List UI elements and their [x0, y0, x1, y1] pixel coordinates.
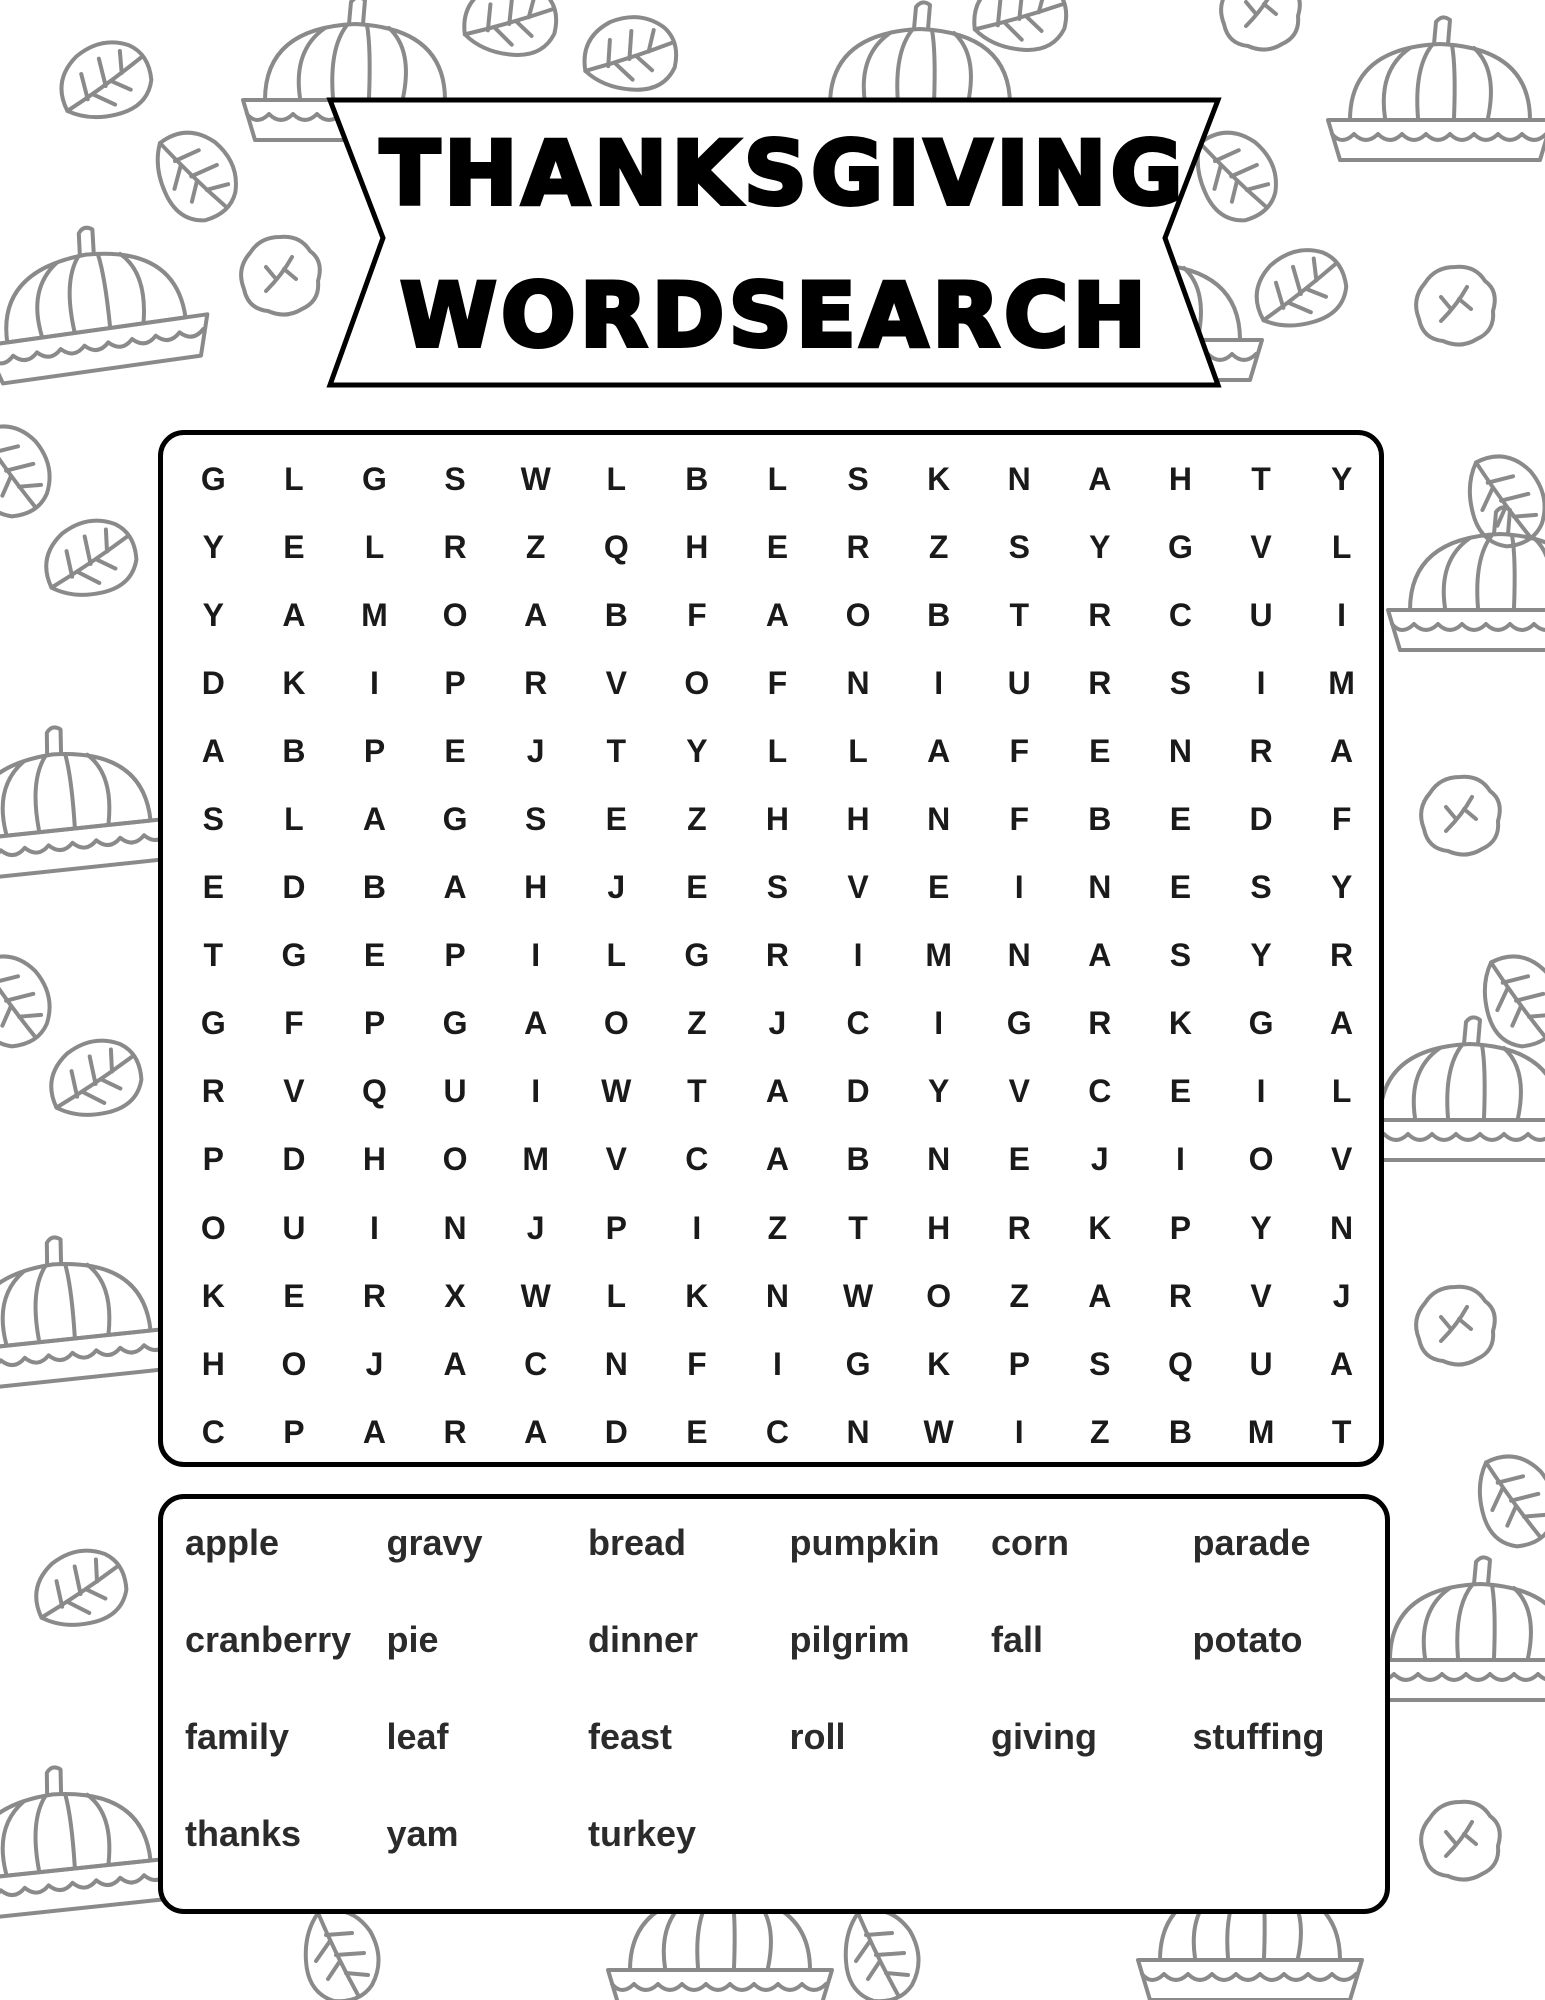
grid-letter[interactable]: H: [846, 801, 870, 838]
grid-letter[interactable]: F: [687, 1345, 707, 1382]
grid-letter[interactable]: I: [531, 1073, 541, 1110]
grid-letter[interactable]: I: [1256, 1073, 1266, 1110]
grid-letter[interactable]: Z: [928, 528, 949, 565]
grid-letter[interactable]: L: [364, 528, 385, 565]
grid-letter[interactable]: R: [1330, 937, 1354, 974]
grid-letter[interactable]: E: [283, 528, 305, 565]
grid-letter[interactable]: V: [605, 1141, 627, 1178]
grid-letter[interactable]: A: [362, 801, 387, 838]
grid-letter[interactable]: E: [363, 937, 386, 974]
grid-letter[interactable]: N: [443, 1209, 467, 1246]
grid-letter[interactable]: O: [281, 1345, 307, 1382]
grid-letter[interactable]: I: [370, 664, 379, 701]
grid-letter[interactable]: H: [362, 1141, 387, 1178]
grid-letter[interactable]: L: [767, 460, 788, 497]
grid-letter[interactable]: L: [848, 732, 868, 769]
word-list-item: thanks: [185, 1813, 302, 1854]
grid-letter[interactable]: P: [363, 1005, 386, 1042]
grid-letter[interactable]: T: [1251, 460, 1271, 497]
grid-letter[interactable]: S: [1008, 528, 1030, 565]
grid-letter[interactable]: V: [1250, 528, 1272, 565]
grid-letter[interactable]: F: [767, 664, 788, 701]
grid-letter[interactable]: H: [524, 869, 548, 906]
word-list-item: gravy: [386, 1522, 483, 1563]
grid-letter[interactable]: R: [1088, 596, 1112, 633]
grid-letter[interactable]: N: [927, 801, 951, 838]
grid-letter[interactable]: M: [361, 596, 388, 633]
word-list-item: apple: [185, 1522, 280, 1563]
grid-letter[interactable]: I: [1256, 664, 1266, 701]
grid-letter[interactable]: I: [773, 1345, 782, 1382]
grid-letter[interactable]: G: [281, 937, 307, 974]
grid-letter[interactable]: E: [1169, 869, 1192, 906]
grid-letter[interactable]: M: [522, 1141, 549, 1178]
grid-letter[interactable]: E: [283, 1277, 305, 1314]
word-list-item: pilgrim: [789, 1619, 910, 1660]
grid-letter[interactable]: T: [1009, 596, 1029, 633]
grid-letter[interactable]: D: [201, 664, 225, 701]
grid-letter[interactable]: Z: [687, 1005, 707, 1042]
grid-letter[interactable]: U: [1249, 1345, 1273, 1382]
word-list-item: yam: [386, 1813, 459, 1854]
grid-letter[interactable]: L: [284, 460, 304, 497]
grid-letter[interactable]: I: [1337, 596, 1347, 633]
grid-letter[interactable]: I: [370, 1209, 379, 1246]
grid-letter[interactable]: R: [1088, 1005, 1112, 1042]
grid-letter[interactable]: F: [1009, 801, 1029, 838]
grid-letter[interactable]: Y: [927, 1073, 950, 1110]
grid-letter[interactable]: I: [934, 1005, 944, 1042]
grid-letter[interactable]: D: [1249, 801, 1273, 838]
grid-letter[interactable]: E: [686, 869, 708, 906]
grid-letter[interactable]: I: [1014, 869, 1024, 906]
grid-letter[interactable]: Q: [1167, 1345, 1193, 1382]
grid-letter[interactable]: A: [524, 1413, 548, 1450]
grid-letter[interactable]: V: [1008, 1073, 1030, 1110]
grid-letter[interactable]: U: [282, 1209, 306, 1246]
grid-letter[interactable]: K: [1168, 1005, 1192, 1042]
grid-letter[interactable]: N: [1007, 460, 1031, 497]
grid-letter[interactable]: N: [1330, 1209, 1354, 1246]
grid-letter[interactable]: T: [1331, 1413, 1352, 1450]
grid-letter[interactable]: Y: [202, 596, 224, 633]
grid-letter[interactable]: Y: [1330, 460, 1353, 497]
grid-letter[interactable]: N: [846, 1413, 870, 1450]
grid-letter[interactable]: A: [524, 596, 548, 633]
grid-letter[interactable]: J: [526, 1209, 545, 1246]
grid-letter[interactable]: K: [282, 664, 306, 701]
grid-letter[interactable]: S: [1089, 1345, 1111, 1382]
grid-letter[interactable]: E: [766, 528, 789, 565]
grid-letter[interactable]: I: [934, 664, 944, 701]
page-title-line-1: THANKSGIVING: [380, 122, 1187, 225]
grid-letter[interactable]: H: [685, 528, 709, 565]
grid-letter[interactable]: G: [442, 1005, 468, 1042]
grid-letter[interactable]: C: [846, 1005, 870, 1042]
grid-letter[interactable]: R: [201, 1073, 225, 1110]
grid-letter[interactable]: P: [1169, 1209, 1192, 1246]
grid-letter[interactable]: A: [282, 596, 306, 633]
grid-letter[interactable]: K: [685, 1277, 709, 1314]
grid-letter[interactable]: G: [442, 801, 468, 838]
grid-letter[interactable]: E: [927, 869, 950, 906]
grid-letter[interactable]: O: [684, 664, 710, 701]
grid-letter[interactable]: V: [1330, 1141, 1353, 1178]
grid-letter[interactable]: B: [927, 596, 951, 633]
grid-letter[interactable]: R: [1168, 1277, 1192, 1314]
word-list-item: corn: [991, 1522, 1070, 1563]
grid-letter[interactable]: Y: [202, 528, 224, 565]
grid-letter[interactable]: D: [282, 1141, 306, 1178]
grid-letter[interactable]: M: [1328, 664, 1355, 701]
grid-letter[interactable]: N: [1007, 937, 1031, 974]
grid-letter[interactable]: F: [284, 1005, 304, 1042]
grid-letter[interactable]: R: [1088, 664, 1112, 701]
grid-letter[interactable]: K: [927, 460, 951, 497]
word-list-item: stuffing: [1192, 1716, 1325, 1757]
grid-letter[interactable]: B: [362, 869, 387, 906]
grid-letter[interactable]: R: [1007, 1209, 1031, 1246]
grid-letter[interactable]: E: [1169, 1073, 1192, 1110]
grid-letter[interactable]: F: [1009, 732, 1029, 769]
grid-letter[interactable]: C: [1088, 1073, 1112, 1110]
letter-grid-box: [158, 430, 1384, 1467]
grid-letter[interactable]: Y: [1250, 937, 1272, 974]
grid-letter[interactable]: R: [765, 937, 789, 974]
grid-letter[interactable]: A: [1330, 1005, 1354, 1042]
grid-letter[interactable]: P: [1008, 1345, 1030, 1382]
grid-letter[interactable]: O: [926, 1277, 952, 1314]
grid-letter[interactable]: U: [443, 1073, 467, 1110]
grid-letter[interactable]: B: [1168, 1413, 1192, 1450]
grid-letter[interactable]: I: [692, 1209, 702, 1246]
grid-letter[interactable]: O: [1248, 1141, 1274, 1178]
grid-letter[interactable]: W: [601, 1073, 632, 1110]
grid-letter[interactable]: R: [1249, 732, 1273, 769]
grid-letter[interactable]: R: [524, 664, 548, 701]
grid-letter[interactable]: D: [846, 1073, 870, 1110]
grid-letter[interactable]: U: [1249, 596, 1273, 633]
grid-letter[interactable]: L: [606, 937, 627, 974]
grid-letter[interactable]: A: [1088, 937, 1112, 974]
grid-letter[interactable]: N: [1088, 869, 1112, 906]
word-list-item: parade: [1192, 1522, 1311, 1563]
grid-letter[interactable]: Q: [603, 528, 629, 565]
word-list-item: feast: [588, 1716, 673, 1757]
grid-letter[interactable]: P: [202, 1141, 224, 1178]
grid-letter[interactable]: H: [765, 801, 789, 838]
grid-letter[interactable]: D: [604, 1413, 628, 1450]
grid-letter[interactable]: S: [1169, 937, 1192, 974]
grid-letter[interactable]: L: [767, 732, 788, 769]
grid-letter[interactable]: L: [1331, 1073, 1352, 1110]
grid-letter[interactable]: R: [846, 528, 870, 565]
grid-letter[interactable]: Z: [1090, 1413, 1110, 1450]
grid-letter[interactable]: W: [842, 1277, 874, 1314]
grid-letter[interactable]: B: [282, 732, 306, 769]
grid-letter[interactable]: E: [605, 801, 627, 838]
grid-letter[interactable]: J: [768, 1005, 787, 1042]
grid-letter[interactable]: G: [200, 460, 226, 497]
grid-letter[interactable]: L: [606, 1277, 627, 1314]
grid-letter[interactable]: A: [443, 869, 467, 906]
grid-letter[interactable]: L: [1331, 528, 1352, 565]
grid-letter[interactable]: N: [927, 1141, 951, 1178]
grid-letter[interactable]: G: [200, 1005, 226, 1042]
grid-letter[interactable]: N: [846, 664, 870, 701]
grid-letter[interactable]: C: [685, 1141, 709, 1178]
grid-letter[interactable]: A: [765, 1073, 789, 1110]
grid-letter[interactable]: K: [927, 1345, 951, 1382]
grid-letter[interactable]: J: [526, 732, 545, 769]
word-list-item: fall: [991, 1619, 1044, 1660]
grid-letter[interactable]: L: [284, 801, 304, 838]
grid-letter[interactable]: M: [925, 937, 952, 974]
grid-letter[interactable]: R: [362, 1277, 387, 1314]
grid-letter[interactable]: G: [845, 1345, 871, 1382]
grid-letter[interactable]: Q: [362, 1073, 387, 1110]
grid-letter[interactable]: O: [603, 1005, 629, 1042]
grid-letter[interactable]: D: [282, 869, 306, 906]
grid-letter[interactable]: W: [923, 1413, 954, 1450]
grid-letter[interactable]: I: [1175, 1141, 1185, 1178]
grid-letter[interactable]: S: [1250, 869, 1272, 906]
grid-letter[interactable]: A: [765, 1141, 789, 1178]
grid-letter[interactable]: Z: [525, 528, 546, 565]
word-list-item: bread: [588, 1522, 687, 1563]
word-list-item: turkey: [588, 1813, 697, 1854]
grid-letter[interactable]: N: [1168, 732, 1192, 769]
grid-letter[interactable]: I: [1014, 1413, 1024, 1450]
grid-letter[interactable]: V: [1250, 1277, 1272, 1314]
grid-letter[interactable]: Y: [1330, 869, 1353, 906]
grid-letter[interactable]: Y: [686, 732, 708, 769]
grid-letter[interactable]: V: [847, 869, 869, 906]
grid-letter[interactable]: K: [1088, 1209, 1112, 1246]
grid-letter[interactable]: A: [1330, 1345, 1354, 1382]
grid-letter[interactable]: M: [1247, 1413, 1275, 1450]
grid-letter[interactable]: C: [201, 1413, 225, 1450]
grid-letter[interactable]: X: [444, 1277, 466, 1314]
grid-letter[interactable]: Z: [687, 801, 707, 838]
word-list-item: family: [185, 1716, 290, 1757]
grid-letter[interactable]: E: [1089, 732, 1111, 769]
grid-letter[interactable]: Y: [1089, 528, 1111, 565]
grid-letter[interactable]: O: [442, 596, 468, 633]
grid-letter[interactable]: A: [524, 1005, 548, 1042]
grid-letter[interactable]: S: [847, 460, 869, 497]
grid-letter[interactable]: E: [1169, 801, 1192, 838]
grid-letter[interactable]: R: [443, 1413, 467, 1450]
grid-letter[interactable]: P: [605, 1209, 627, 1246]
letter-grid: [173, 445, 1382, 1466]
word-list-box: [158, 1494, 1390, 1914]
grid-letter[interactable]: W: [520, 1277, 551, 1314]
page-title-line-2: WORDSEARCH: [399, 264, 1151, 367]
grid-letter[interactable]: J: [1090, 1141, 1109, 1178]
grid-letter[interactable]: F: [687, 596, 707, 633]
grid-letter[interactable]: O: [845, 596, 871, 633]
grid-letter[interactable]: I: [853, 937, 863, 974]
grid-letter[interactable]: N: [765, 1277, 789, 1314]
grid-letter[interactable]: T: [203, 937, 224, 974]
grid-letter[interactable]: N: [604, 1345, 628, 1382]
word-list-item: leaf: [386, 1716, 449, 1757]
grid-letter[interactable]: S: [202, 801, 224, 838]
word-list-item: pie: [386, 1619, 439, 1660]
grid-letter[interactable]: G: [1248, 1005, 1274, 1042]
grid-letter[interactable]: C: [765, 1413, 789, 1450]
word-list-item: potato: [1192, 1619, 1303, 1660]
grid-letter[interactable]: A: [927, 732, 951, 769]
grid-letter[interactable]: E: [444, 732, 466, 769]
grid-letter[interactable]: G: [1167, 528, 1193, 565]
grid-letter[interactable]: P: [363, 732, 386, 769]
grid-letter[interactable]: T: [687, 1073, 707, 1110]
grid-letter[interactable]: J: [1332, 1277, 1351, 1314]
grid-letter[interactable]: G: [684, 937, 710, 974]
word-list-item: cranberry: [185, 1619, 352, 1660]
grid-letter[interactable]: E: [1008, 1141, 1030, 1178]
grid-letter[interactable]: C: [524, 1345, 548, 1382]
grid-letter[interactable]: K: [201, 1277, 225, 1314]
grid-letter[interactable]: Z: [1009, 1277, 1029, 1314]
word-list-item: dinner: [588, 1619, 699, 1660]
grid-letter[interactable]: H: [1168, 460, 1192, 497]
grid-letter[interactable]: H: [201, 1345, 225, 1382]
grid-letter[interactable]: E: [686, 1413, 708, 1450]
word-list-item: roll: [789, 1716, 846, 1757]
grid-letter[interactable]: A: [201, 732, 225, 769]
grid-letter[interactable]: S: [444, 460, 466, 497]
grid-letter[interactable]: V: [283, 1073, 305, 1110]
grid-letter[interactable]: Z: [767, 1209, 788, 1246]
grid-letter[interactable]: I: [531, 937, 541, 974]
grid-letter[interactable]: L: [606, 460, 627, 497]
grid-letter[interactable]: T: [848, 1209, 868, 1246]
grid-letter[interactable]: S: [525, 801, 547, 838]
grid-letter[interactable]: H: [927, 1209, 951, 1246]
word-list-item: giving: [991, 1716, 1097, 1757]
grid-letter[interactable]: S: [766, 869, 789, 906]
grid-letter[interactable]: A: [1088, 1277, 1112, 1314]
grid-letter[interactable]: P: [444, 937, 466, 974]
grid-letter[interactable]: J: [607, 869, 626, 906]
grid-letter[interactable]: V: [605, 664, 627, 701]
grid-letter[interactable]: S: [1169, 664, 1192, 701]
grid-letter[interactable]: J: [365, 1345, 384, 1382]
grid-letter[interactable]: R: [443, 528, 467, 565]
word-list: [185, 1522, 1394, 1913]
grid-letter[interactable]: F: [1331, 801, 1352, 838]
grid-letter[interactable]: G: [1006, 1005, 1032, 1042]
grid-letter[interactable]: E: [202, 869, 224, 906]
grid-letter[interactable]: U: [1007, 664, 1031, 701]
grid-letter[interactable]: P: [444, 664, 466, 701]
grid-letter[interactable]: B: [846, 1141, 870, 1178]
grid-letter[interactable]: C: [1168, 596, 1192, 633]
word-list-item: pumpkin: [789, 1522, 940, 1563]
grid-letter[interactable]: B: [685, 460, 709, 497]
grid-letter[interactable]: B: [604, 596, 628, 633]
grid-letter[interactable]: O: [200, 1209, 226, 1246]
grid-letter[interactable]: G: [362, 460, 387, 497]
grid-letter[interactable]: O: [442, 1141, 468, 1178]
grid-letter[interactable]: A: [1088, 460, 1112, 497]
grid-letter[interactable]: A: [362, 1413, 387, 1450]
grid-letter[interactable]: B: [1088, 801, 1112, 838]
grid-letter[interactable]: A: [765, 596, 789, 633]
grid-letter[interactable]: W: [520, 460, 551, 497]
grid-letter[interactable]: T: [606, 732, 627, 769]
grid-letter[interactable]: P: [283, 1413, 305, 1450]
grid-letter[interactable]: A: [443, 1345, 467, 1382]
grid-letter[interactable]: Y: [1250, 1209, 1272, 1246]
grid-letter[interactable]: A: [1330, 732, 1354, 769]
